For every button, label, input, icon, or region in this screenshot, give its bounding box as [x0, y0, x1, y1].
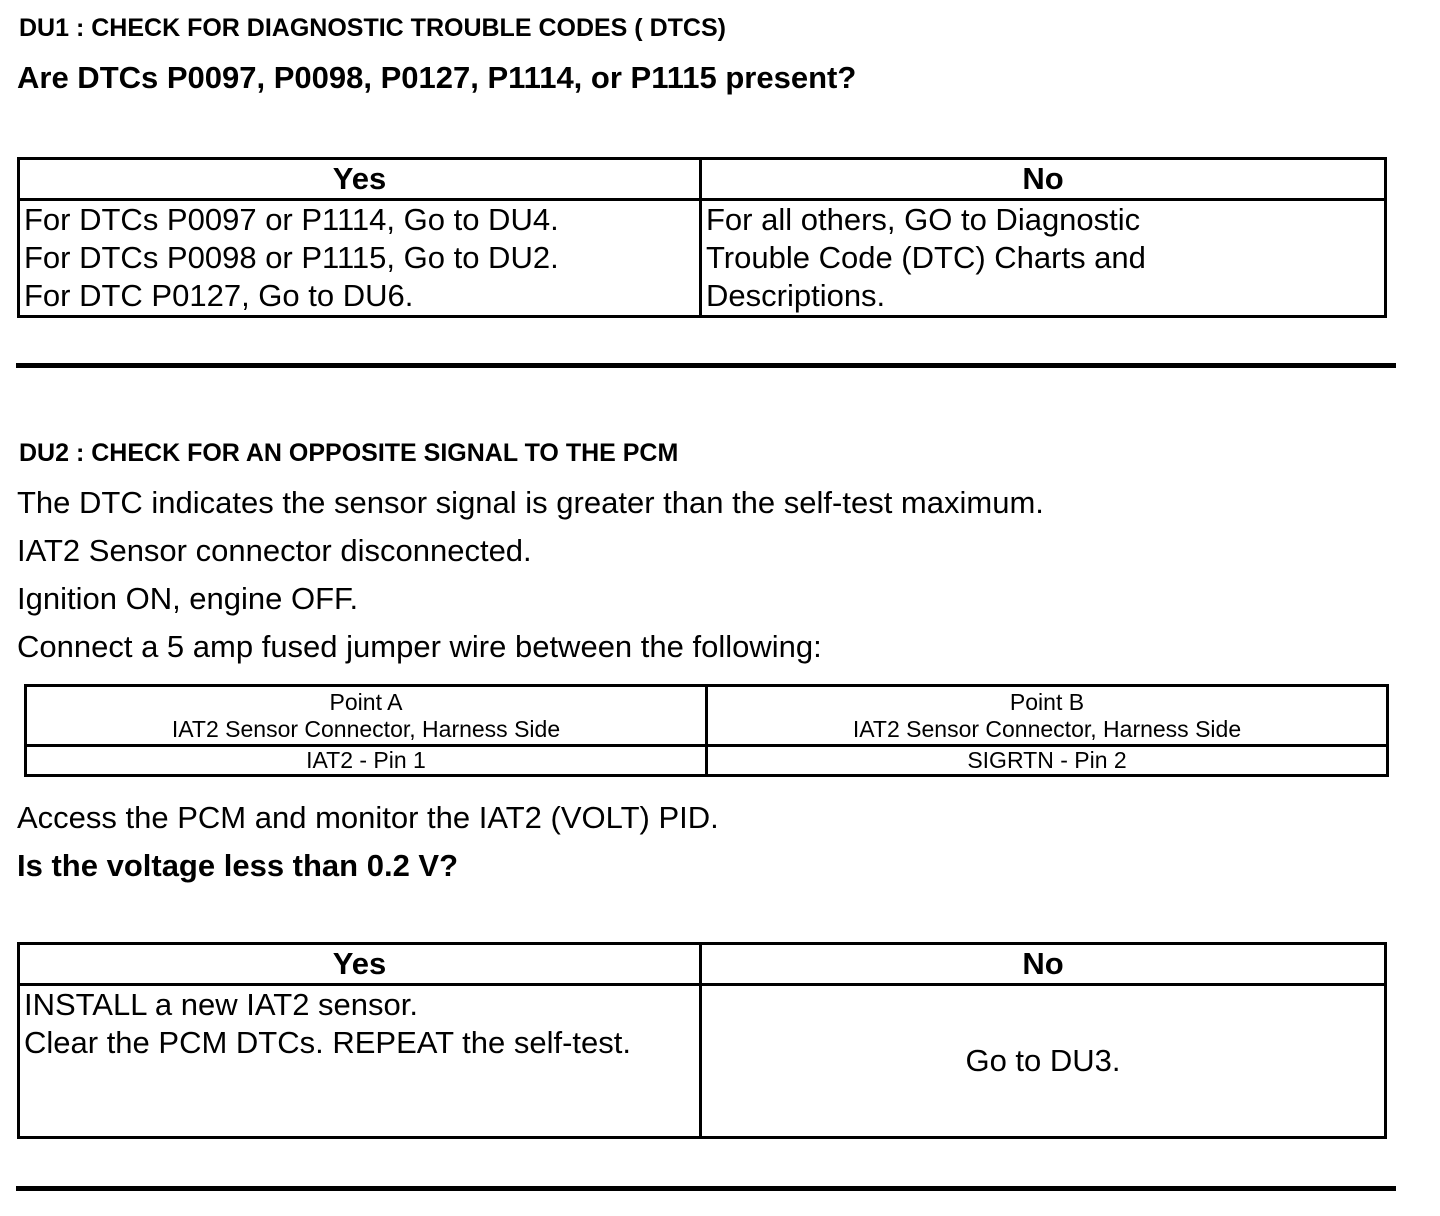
point-b-subtitle: IAT2 Sensor Connector, Harness Side [852, 715, 1242, 742]
du1-no-header: No [701, 159, 1386, 200]
du2-step-text: Connect a 5 amp fused jumper wire between the following: [17, 629, 822, 664]
point-b-value: SIGRTN - Pin 2 [707, 746, 1388, 776]
du2-yes-line: INSTALL a new IAT2 sensor. [24, 987, 418, 1022]
du1-yes-line: For DTC P0127, Go to DU6. [24, 278, 414, 313]
point-a-title: Point A [329, 688, 403, 715]
du1-yes-cell [19, 200, 701, 317]
section-divider [16, 363, 1396, 368]
du1-no-line: For all others, GO to Diagnostic [706, 202, 1141, 237]
du2-points-table [24, 684, 1389, 777]
du1-yes-header: Yes [19, 159, 701, 200]
point-b-header [707, 686, 1388, 746]
du1-no-line: Trouble Code (DTC) Charts and [706, 240, 1146, 275]
du1-no-cell [701, 200, 1386, 317]
section-divider [16, 1186, 1396, 1191]
point-b-title: Point B [1009, 688, 1085, 715]
du2-no-cell [701, 985, 1386, 1138]
du2-step-text: IAT2 Sensor connector disconnected. [17, 533, 532, 568]
du2-monitor-step: Access the PCM and monitor the IAT2 (VOLT) PID. [17, 800, 719, 835]
du1-yes-line: For DTCs P0097 or P1114, Go to DU4. [24, 202, 559, 237]
point-a-header [26, 686, 707, 746]
du1-question: Are DTCs P0097, P0098, P0127, P1114, or P1115 present? [17, 60, 857, 95]
du1-yes-no-table [17, 157, 1387, 318]
du2-yes-line: Clear the PCM DTCs. REPEAT the self-test. [24, 1025, 631, 1060]
du1-no-line: Descriptions. [706, 278, 886, 313]
du2-yes-no-table [17, 942, 1387, 1139]
du2-step-text: Ignition ON, engine OFF. [17, 581, 359, 616]
point-a-value: IAT2 - Pin 1 [26, 746, 707, 776]
du2-question: Is the voltage less than 0.2 V? [17, 848, 459, 883]
du2-step-text: The DTC indicates the sensor signal is greater than the self-test maximum. [17, 485, 1044, 520]
du2-no-header: No [701, 944, 1386, 985]
du2-yes-header: Yes [19, 944, 701, 985]
du1-yes-line: For DTCs P0098 or P1115, Go to DU2. [24, 240, 559, 275]
point-a-subtitle: IAT2 Sensor Connector, Harness Side [171, 715, 561, 742]
du2-yes-cell [19, 985, 701, 1138]
du2-step-title: DU2 : CHECK FOR AN OPPOSITE SIGNAL TO THE PCM [19, 439, 679, 467]
du2-no-text: Go to DU3. [965, 1043, 1121, 1078]
du1-step-title: DU1 : CHECK FOR DIAGNOSTIC TROUBLE CODES ( DTCS) [19, 14, 726, 42]
